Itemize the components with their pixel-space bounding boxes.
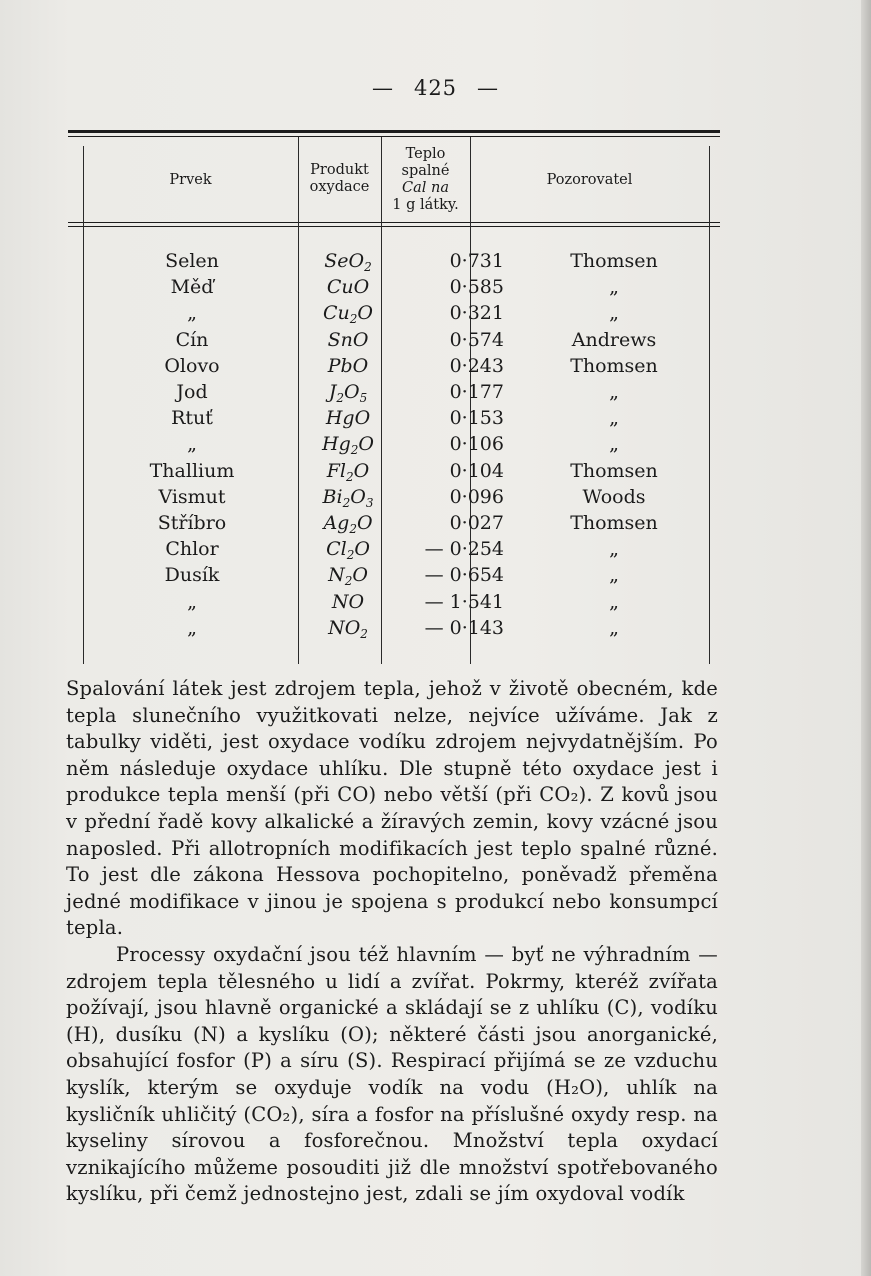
cell-element: Měď <box>170 276 214 299</box>
cell-heat-value: 0·243 <box>449 354 504 377</box>
table-top-rule-thin <box>68 136 720 137</box>
cell-observer: Thomsen <box>570 354 658 377</box>
table-row <box>68 353 720 379</box>
cell-heat-value: 0·153 <box>449 407 504 430</box>
page-spine-shadow <box>861 0 871 1276</box>
page-number-value: 425 <box>413 76 458 100</box>
cell-observer: Woods <box>582 485 646 508</box>
cell-observer: Thomsen <box>570 512 658 534</box>
cell-product: SnO <box>327 328 369 351</box>
cell-product: $Cl_2O$ <box>326 538 370 563</box>
header-observer: Pozorovatel <box>546 172 633 188</box>
table-row <box>68 458 720 484</box>
table-row <box>68 484 720 510</box>
cell-product: $Ag_2O$ <box>323 512 373 536</box>
cell-element: „ <box>187 302 197 325</box>
table-row <box>68 327 720 353</box>
cell-observer: „ <box>609 302 619 325</box>
header-element: Prvek <box>169 172 212 188</box>
cell-product: $Hg_2O$ <box>322 433 374 458</box>
cell-heat-value: 0·574 <box>449 328 504 351</box>
table-row <box>68 431 720 457</box>
cell-heat-value: 0·321 <box>449 302 504 325</box>
table-row <box>68 248 720 274</box>
header-rule-1 <box>68 222 720 223</box>
cell-element: Dusík <box>164 564 220 587</box>
header-rule-2 <box>68 226 720 227</box>
cell-element: „ <box>187 433 197 456</box>
cell-element: Chlor <box>165 538 219 561</box>
cell-product: $NO_2$ <box>328 616 368 641</box>
cell-observer: „ <box>609 564 619 587</box>
cell-observer: „ <box>609 407 619 430</box>
cell-heat-value: — 1·541 <box>424 590 504 613</box>
cell-observer: „ <box>609 381 619 403</box>
table-top-rule <box>68 130 720 133</box>
cell-product: NO <box>331 590 365 613</box>
cell-element: Vismut <box>158 485 226 508</box>
cell-heat-value: 0·177 <box>449 381 504 403</box>
cell-observer: Andrews <box>571 328 657 351</box>
table-row <box>68 300 720 326</box>
table-row <box>68 510 720 536</box>
cell-product: $Fl_2O$ <box>326 459 370 484</box>
cell-heat-value: 0·104 <box>449 459 504 482</box>
cell-heat-value: 0·106 <box>449 433 504 456</box>
cell-element: Thallium <box>149 459 235 482</box>
cell-observer: „ <box>609 276 619 299</box>
cell-element: Rtuť <box>171 407 213 430</box>
cell-product: $Bi_2O_3$ <box>322 485 374 510</box>
cell-element: „ <box>187 590 197 613</box>
cell-heat-value: 0·027 <box>449 512 504 534</box>
cell-heat-value: 0·096 <box>449 485 504 508</box>
cell-element: Selen <box>165 250 219 272</box>
cell-observer: „ <box>609 616 619 639</box>
header-heat: Teplo spalné Cal na 1 g látky. <box>392 146 459 213</box>
heat-of-combustion-table <box>68 130 720 664</box>
cell-product: $Cu_2O$ <box>323 302 373 327</box>
cell-element: „ <box>187 616 197 639</box>
cell-observer: „ <box>609 590 619 613</box>
table-row <box>68 379 720 405</box>
cell-heat-value: 0·731 <box>449 250 504 272</box>
cell-heat-value: — 0·143 <box>424 616 504 639</box>
cell-product: CuO <box>326 276 370 299</box>
cell-product: PbO <box>327 354 369 377</box>
cell-element: Jod <box>176 381 208 403</box>
table-row <box>68 274 720 300</box>
table-row <box>68 562 720 588</box>
cell-observer: Thomsen <box>570 250 658 272</box>
table-row <box>68 589 720 615</box>
cell-observer: Thomsen <box>570 459 658 482</box>
paragraph-1: Spalování látek jest zdrojem tepla, jehož v životě obecném, kde tepla slunečního využitkovati nelze, nejvíce užíváme. Jak z tabulky viděti, jest oxydace vodíku zdrojem nejvydatnějším. Po něm následuje oxydace uhlíku. Dle stupně této oxydace jest i produkce tepla menší (při CO) nebo větší (při CO₂). Z kovů jsou v přední řadě kovy alkalické a žíravých zemin, kovy vzácné jsou naposled. Při allotropních modifikacích jest teplo spalné různé. To jest dle zákona Hessova pochopitelno, poněvadž přeměna jedné modifikace v jinou je spojena s produkcí nebo konsumpcí tepla. <box>66 677 718 940</box>
cell-observer: „ <box>609 433 619 456</box>
table-row <box>68 615 720 641</box>
header-product: Produkt oxydace <box>309 162 370 195</box>
cell-heat-value: 0·585 <box>449 276 504 299</box>
cell-heat-value: — 0·654 <box>424 564 504 587</box>
table-row <box>68 536 720 562</box>
cell-product: $N_2O$ <box>328 564 368 589</box>
table-row <box>68 405 720 431</box>
page-number: — 425 — <box>371 76 500 100</box>
cell-element: Olovo <box>164 354 220 377</box>
cell-product: $J_2O_5$ <box>328 381 368 405</box>
cell-product: HgO <box>325 407 371 430</box>
cell-element: Cín <box>175 328 209 351</box>
body-text <box>66 676 718 1208</box>
cell-observer: „ <box>609 538 619 561</box>
cell-heat-value: — 0·254 <box>424 538 504 561</box>
cell-element: Stříbro <box>157 512 227 534</box>
paragraph-2: Processy oxydační jsou též hlavním — byť ne výhradním — zdrojem tepla tělesného u lidí a zvířat. Pokrmy, kteréž zvířata požívají, jsou hlavně organické a skládají se z uhlíku (C), vodíku (H), dusíku (N) a kyslíku (O); některé části jsou anorganické, obsahující fosfor (P) a síru (S). Respirací přijímá se ze vzduchu kyslík, kterým se oxyduje vodík na vodu (H₂O), uhlík na kysličník uhličitý (CO₂), síra a fosfor na příslušné oxydy resp. na kyseliny sírovou a fosforečnou. Množství tepla oxydací vznikajícího můžeme posouditi již dle množství spotřebovaného kyslíku, při čemž jednostejno jest, zdali se jím oxydoval vodík <box>66 942 718 1206</box>
cell-product: SeO$_2$ <box>324 250 372 274</box>
